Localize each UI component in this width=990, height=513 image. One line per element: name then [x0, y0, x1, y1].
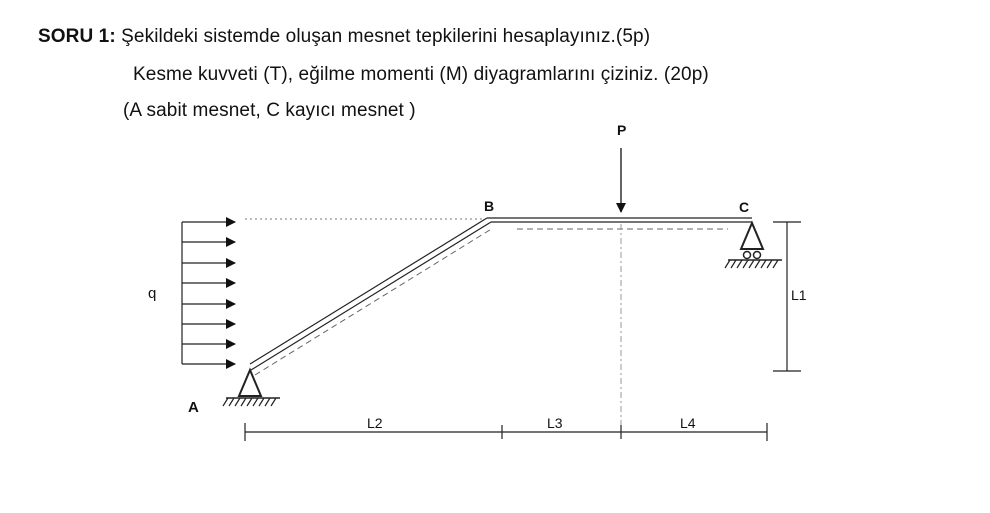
distributed-load [182, 222, 235, 364]
question-label: SORU 1: [38, 26, 116, 47]
support-c-roller [725, 223, 782, 268]
dimension-l2-label: L2 [367, 415, 383, 431]
dimension-l4-label: L4 [680, 415, 696, 431]
node-a-label: A [188, 399, 199, 416]
question-line-2: Kesme kuvveti (T), eğilme momenti (M) diyagramlarını çiziniz. (20p) [133, 64, 709, 85]
node-c-label: C [739, 199, 750, 215]
question-line-3: (A sabit mesnet, C kayıcı mesnet ) [123, 100, 416, 121]
load-p-label: P [617, 122, 627, 138]
support-a-pinned [223, 370, 280, 406]
dimension-l1-label: L1 [791, 287, 807, 303]
member-bc [487, 218, 752, 229]
question-text-1: Şekildeki sistemde oluşan mesnet tepkilerini hesaplayınız.(5p) [115, 26, 651, 47]
node-b-label: B [484, 198, 495, 214]
dimension-l3-label: L3 [547, 415, 563, 431]
member-ab [250, 218, 493, 375]
load-q-label: q [148, 285, 157, 302]
